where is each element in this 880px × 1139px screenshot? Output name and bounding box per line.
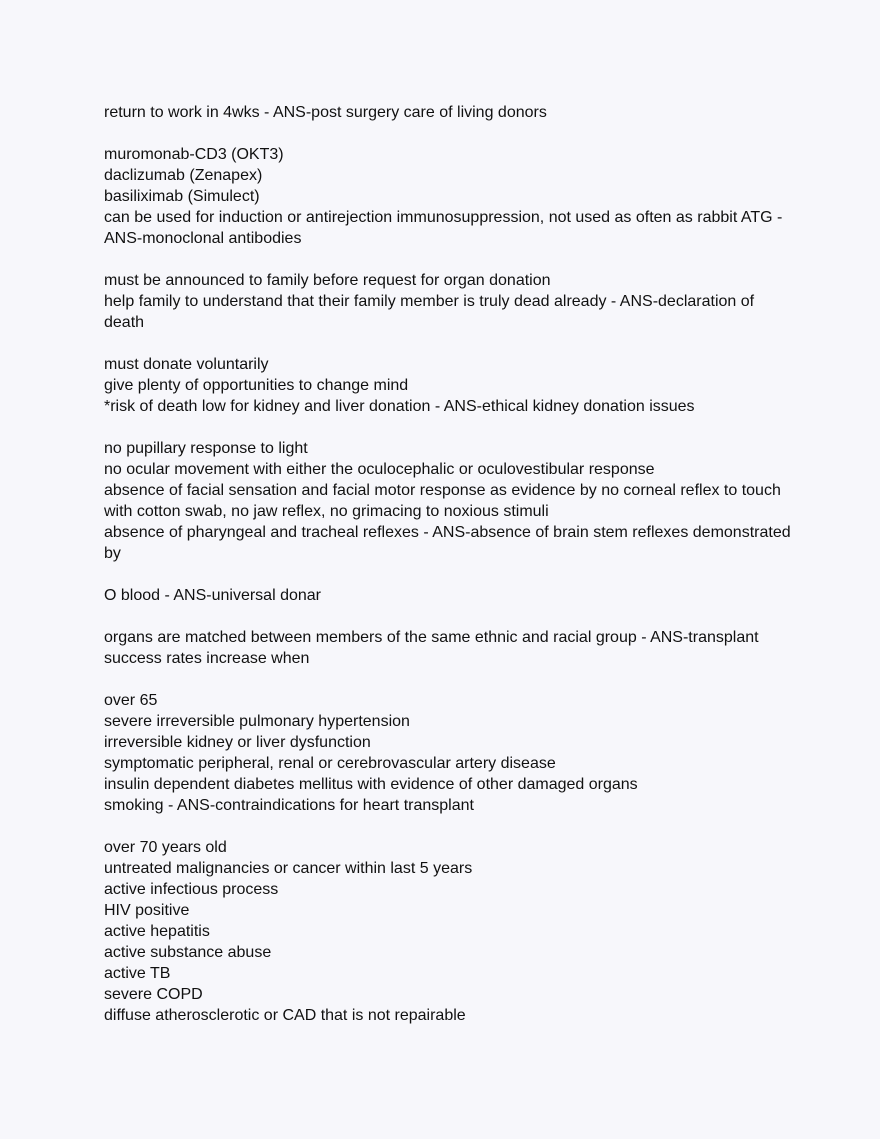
text-line: *risk of death low for kidney and liver donation - ANS-ethical kidney donation issues bbox=[104, 398, 695, 415]
text-line: give plenty of opportunities to change mind bbox=[104, 377, 409, 394]
text-line: absence of pharyngeal and tracheal reflexes - ANS-absence of brain stem reflexes demonstrated by bbox=[104, 524, 791, 562]
text-line: HIV positive bbox=[104, 902, 190, 919]
text-line: severe irreversible pulmonary hypertension bbox=[104, 713, 410, 730]
text-line: must donate voluntarily bbox=[104, 356, 269, 373]
text-line: can be used for induction or antirejection immunosuppression, not used as often as rabbit ATG - ANS-monoclonal antibodies bbox=[104, 209, 783, 247]
text-line: over 65 bbox=[104, 692, 158, 709]
text-line: active substance abuse bbox=[104, 944, 272, 961]
note-universal-donor bbox=[104, 585, 794, 606]
text-line: smoking - ANS-contraindications for heart transplant bbox=[104, 797, 474, 814]
note-transplant-success bbox=[104, 627, 794, 669]
text-line: untreated malignancies or cancer within last 5 years bbox=[104, 860, 473, 877]
text-line: diffuse atherosclerotic or CAD that is not repairable bbox=[104, 1007, 466, 1024]
text-line: irreversible kidney or liver dysfunction bbox=[104, 734, 371, 751]
text-line: no pupillary response to light bbox=[104, 440, 308, 457]
text-line: must be announced to family before request for organ donation bbox=[104, 272, 551, 289]
note-declaration-of-death bbox=[104, 270, 794, 333]
text-line: active hepatitis bbox=[104, 923, 210, 940]
note-ethical-kidney-donation bbox=[104, 354, 794, 417]
text-line: over 70 years old bbox=[104, 839, 227, 856]
text-line: insulin dependent diabetes mellitus with evidence of other damaged organs bbox=[104, 776, 638, 793]
document-page bbox=[104, 102, 794, 1047]
note-monoclonal-antibodies bbox=[104, 144, 794, 249]
text-line: severe COPD bbox=[104, 986, 203, 1003]
note-living-donor-care bbox=[104, 102, 794, 123]
text-line: O blood - ANS-universal donar bbox=[104, 587, 321, 604]
note-brain-stem-reflexes bbox=[104, 438, 794, 564]
text-line: help family to understand that their family member is truly dead already - ANS-declaration of death bbox=[104, 293, 755, 331]
text-line: return to work in 4wks - ANS-post surgery care of living donors bbox=[104, 104, 547, 121]
note-heart-transplant-contraindications bbox=[104, 690, 794, 816]
text-line: no ocular movement with either the oculocephalic or oculovestibular response bbox=[104, 461, 655, 478]
text-line: symptomatic peripheral, renal or cerebrovascular artery disease bbox=[104, 755, 556, 772]
text-line: muromonab-CD3 (OKT3) bbox=[104, 146, 284, 163]
text-line: active TB bbox=[104, 965, 171, 982]
text-line: absence of facial sensation and facial motor response as evidence by no corneal reflex to touch with cotton swab, no jaw reflex, no grimacing to noxious stimuli bbox=[104, 482, 781, 520]
text-line: basiliximab (Simulect) bbox=[104, 188, 260, 205]
text-line: daclizumab (Zenapex) bbox=[104, 167, 263, 184]
text-line: organs are matched between members of the same ethnic and racial group - ANS-transplant success rates increase when bbox=[104, 629, 759, 667]
note-contraindications-list bbox=[104, 837, 794, 1026]
text-line: active infectious process bbox=[104, 881, 279, 898]
